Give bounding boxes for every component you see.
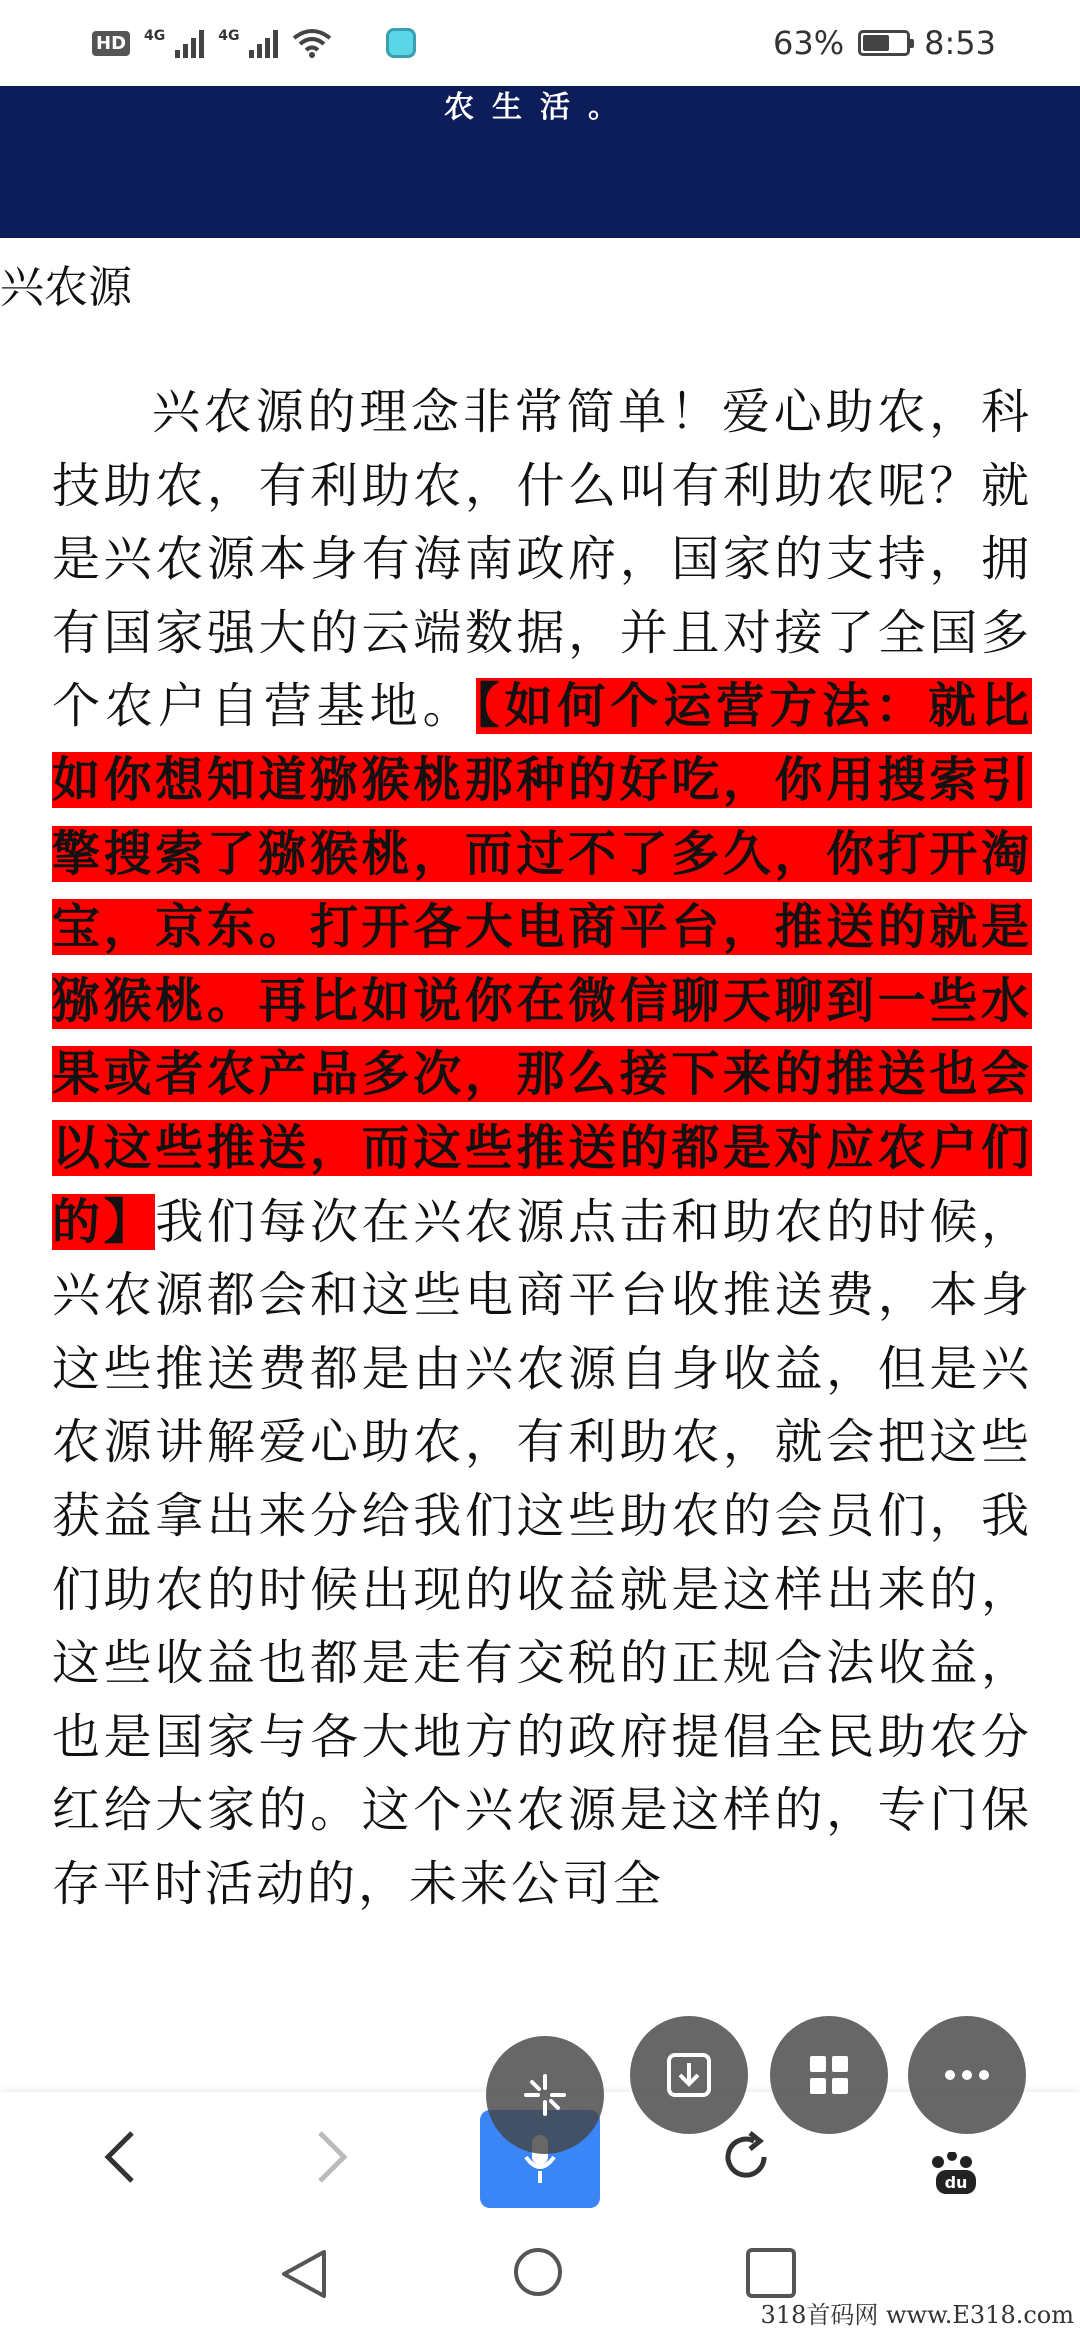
article-highlight: 【如何个运营方法：就比如你想知道猕猴桃那种的好吃，你用搜索引擎搜索了猕猴桃，而过不了多久，你打开淘宝，京东。打开各大电商平台，推送的就是猕猴桃。再比如说你在微信聊天聊到一些水果或者农产品多次，那么接下来的推送也会以这些推送，而这些推送的都是对应农户们的】 [52, 678, 1032, 1250]
wifi-icon [292, 28, 332, 58]
system-nav-bar [0, 2222, 1080, 2340]
forward-button[interactable] [292, 2092, 372, 2222]
banner [0, 86, 1080, 238]
paw-label: du [944, 2173, 968, 2192]
status-left [92, 28, 416, 58]
back-button[interactable] [80, 2092, 160, 2222]
sparkle-button[interactable] [486, 2036, 604, 2154]
refresh-icon [718, 2129, 774, 2185]
watermark: 318首码网 www.E318.com [760, 2301, 1074, 2329]
app-icon [386, 28, 416, 58]
grid-button[interactable] [770, 2016, 888, 2134]
hd-badge: HD [92, 31, 130, 56]
battery-percent: 63% [773, 24, 845, 62]
back-triangle-icon[interactable] [276, 2246, 332, 2302]
section-title: 兴农源 [0, 262, 132, 313]
chevron-right-icon [312, 2129, 352, 2185]
battery-icon [858, 30, 910, 56]
status-bar [0, 0, 1080, 86]
clock: 8:53 [924, 24, 996, 62]
article-text-after: 我们每次在兴农源点击和助农的时候，兴农源都会和这些电商平台收推送费，本身这些推送费都是由兴农源自身收益，但是兴农源讲解爱心助农，有利助农，就会把这些获益拿出来分给我们这些助农的会员们，我们助农的时候出现的收益就是这样出来的，这些收益也都是走有交税的正规合法收益，也是国家与各大地方的政府提倡全民助农分红给大家的。这个兴农源是这样的，专门保存平时活动的，未来公司全 [52, 1193, 1032, 1912]
grid-icon [804, 2050, 854, 2100]
signal-icon [175, 28, 204, 58]
sparkle-icon [520, 2070, 570, 2120]
network-type-2: 4G [218, 28, 240, 44]
paw-icon [928, 2152, 984, 2196]
recents-square-icon[interactable] [746, 2248, 796, 2298]
battery-fill [863, 35, 889, 51]
baidu-paw-icon [928, 2152, 984, 2205]
more-button[interactable] [908, 2016, 1026, 2134]
signal-icon [249, 28, 278, 58]
banner-text: 农生活。 [444, 90, 636, 125]
article-text-before: 兴农源的理念非常简单！爱心助农，科技助农，有利助农，什么叫有利助农呢？就是兴农源本身有海南政府，国家的支持，拥有国家强大的云端数据，并且对接了全国多个农户自营基地。 [52, 384, 1032, 735]
chevron-left-icon [100, 2129, 140, 2185]
network-type-1: 4G [144, 28, 166, 44]
download-button[interactable] [630, 2016, 748, 2134]
home-circle-icon[interactable] [514, 2248, 562, 2296]
more-icon [942, 2065, 992, 2085]
status-right [773, 24, 996, 62]
article-body [52, 376, 1032, 2076]
download-icon [663, 2049, 715, 2101]
